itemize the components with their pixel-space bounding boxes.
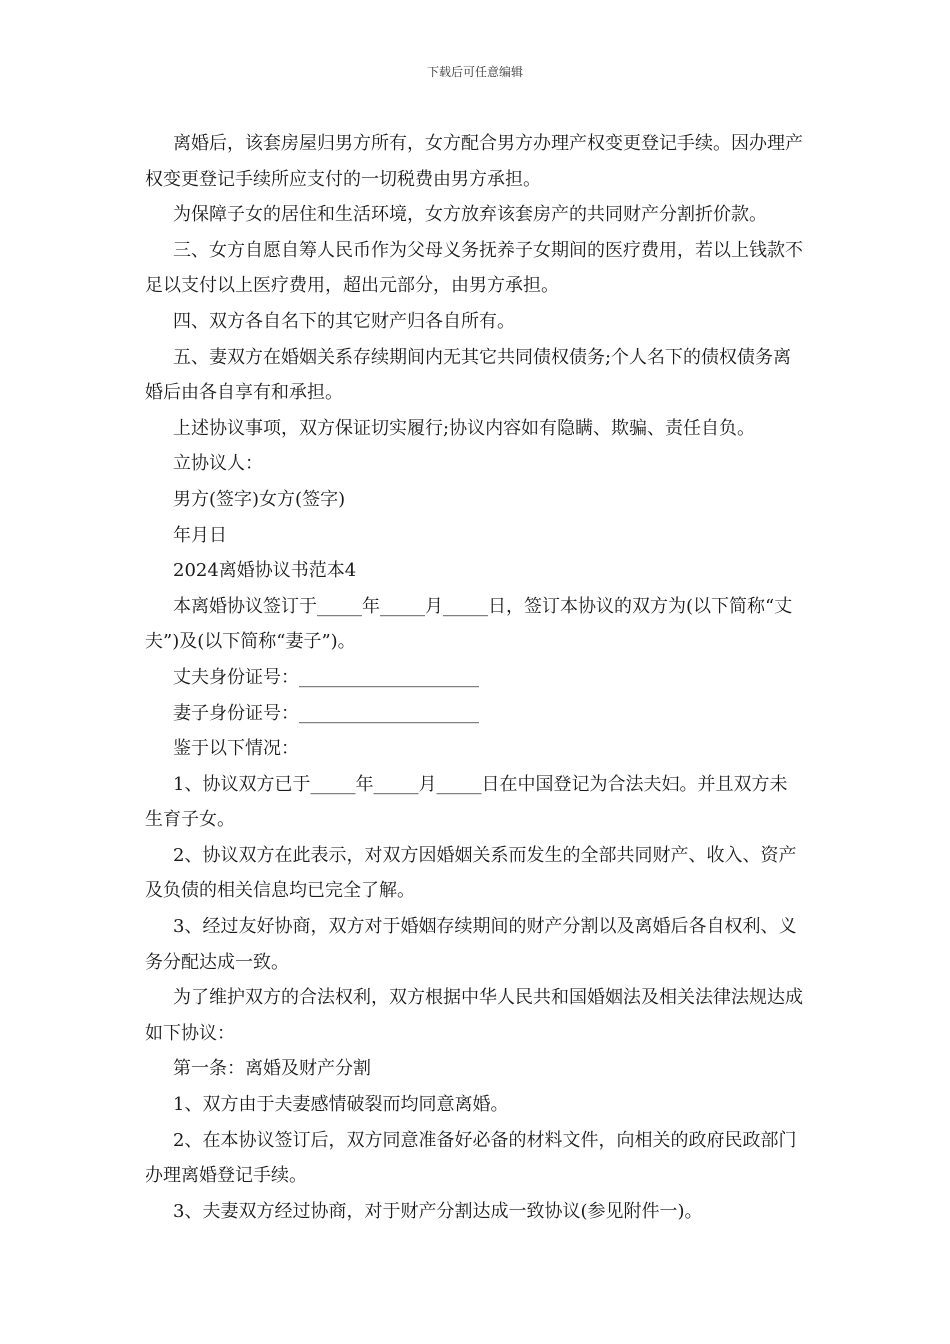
paragraph: 2、在本协议签订后，双方同意准备好必备的材料文件，向相关的政府民政部门办理离婚登记手续。 (145, 1129, 797, 1187)
paragraph: 1、双方由于夫妻感情破裂而均同意离婚。 (173, 1094, 509, 1116)
wife-id-line: 妻子身份证号：____________________ (173, 702, 479, 724)
article-heading: 第一条：离婚及财产分割 (173, 1058, 371, 1080)
paragraph: 四、双方各自名下的其它财产归各自所有。 (173, 310, 515, 332)
paragraph: 1、协议双方已于_____年_____月_____日在中国登记为合法夫妇。并且双方未生育子女。 (145, 773, 788, 831)
date-line: 年月日 (173, 524, 227, 546)
paragraph: 2、协议双方在此表示，对双方因婚姻关系而发生的全部共同财产、收入、资产及负债的相关信息均已完全了解。 (145, 844, 797, 902)
paragraph: 为了维护双方的合法权利，双方根据中华人民共和国婚姻法及相关法律法规达成如下协议： (145, 987, 803, 1044)
signature-line: 男方(签字)女方(签字) (173, 488, 346, 510)
page-header: 下载后可任意编辑 (426, 65, 523, 79)
paragraph: 鉴于以下情况： (173, 738, 299, 760)
paragraph: 离婚后，该套房屋归男方所有，女方配合男方办理产权变更登记手续。因办理产权变更登记手续所应支付的一切税费由男方承担。 (145, 133, 803, 190)
document-body (145, 126, 805, 1229)
paragraph: 上述协议事项，双方保证切实履行;协议内容如有隐瞒、欺骗、责任自负。 (173, 417, 756, 439)
paragraph: 3、经过友好协商，双方对于婚姻存续期间的财产分割以及离婚后各自权利、义务分配达成一致。 (145, 916, 797, 973)
husband-id-line: 丈夫身份证号：____________________ (173, 666, 479, 688)
paragraph: 立协议人： (173, 453, 263, 475)
paragraph: 五、妻双方在婚姻关系存续期间内无其它共同债权债务;个人名下的债权债务离婚后由各自享有和承担。 (145, 346, 792, 404)
paragraph: 三、女方自愿自筹人民币作为父母义务抚养子女期间的医疗费用，若以上钱款不足以支付以上医疗费用，超出元部分，由男方承担。 (145, 239, 803, 297)
paragraph: 本离婚协议签订于_____年_____月_____日，签订本协议的双方为(以下简称“丈夫”)及(以下简称“妻子”)。 (145, 595, 793, 653)
paragraph: 为保障子女的居住和生活环境，女方放弃该套房产的共同财产分割折价款。 (173, 204, 767, 226)
paragraph: 3、夫妻双方经过协商，对于财产分割达成一致协议(参见附件一)。 (173, 1200, 703, 1222)
section-title: 2024离婚协议书范本4 (173, 560, 357, 582)
